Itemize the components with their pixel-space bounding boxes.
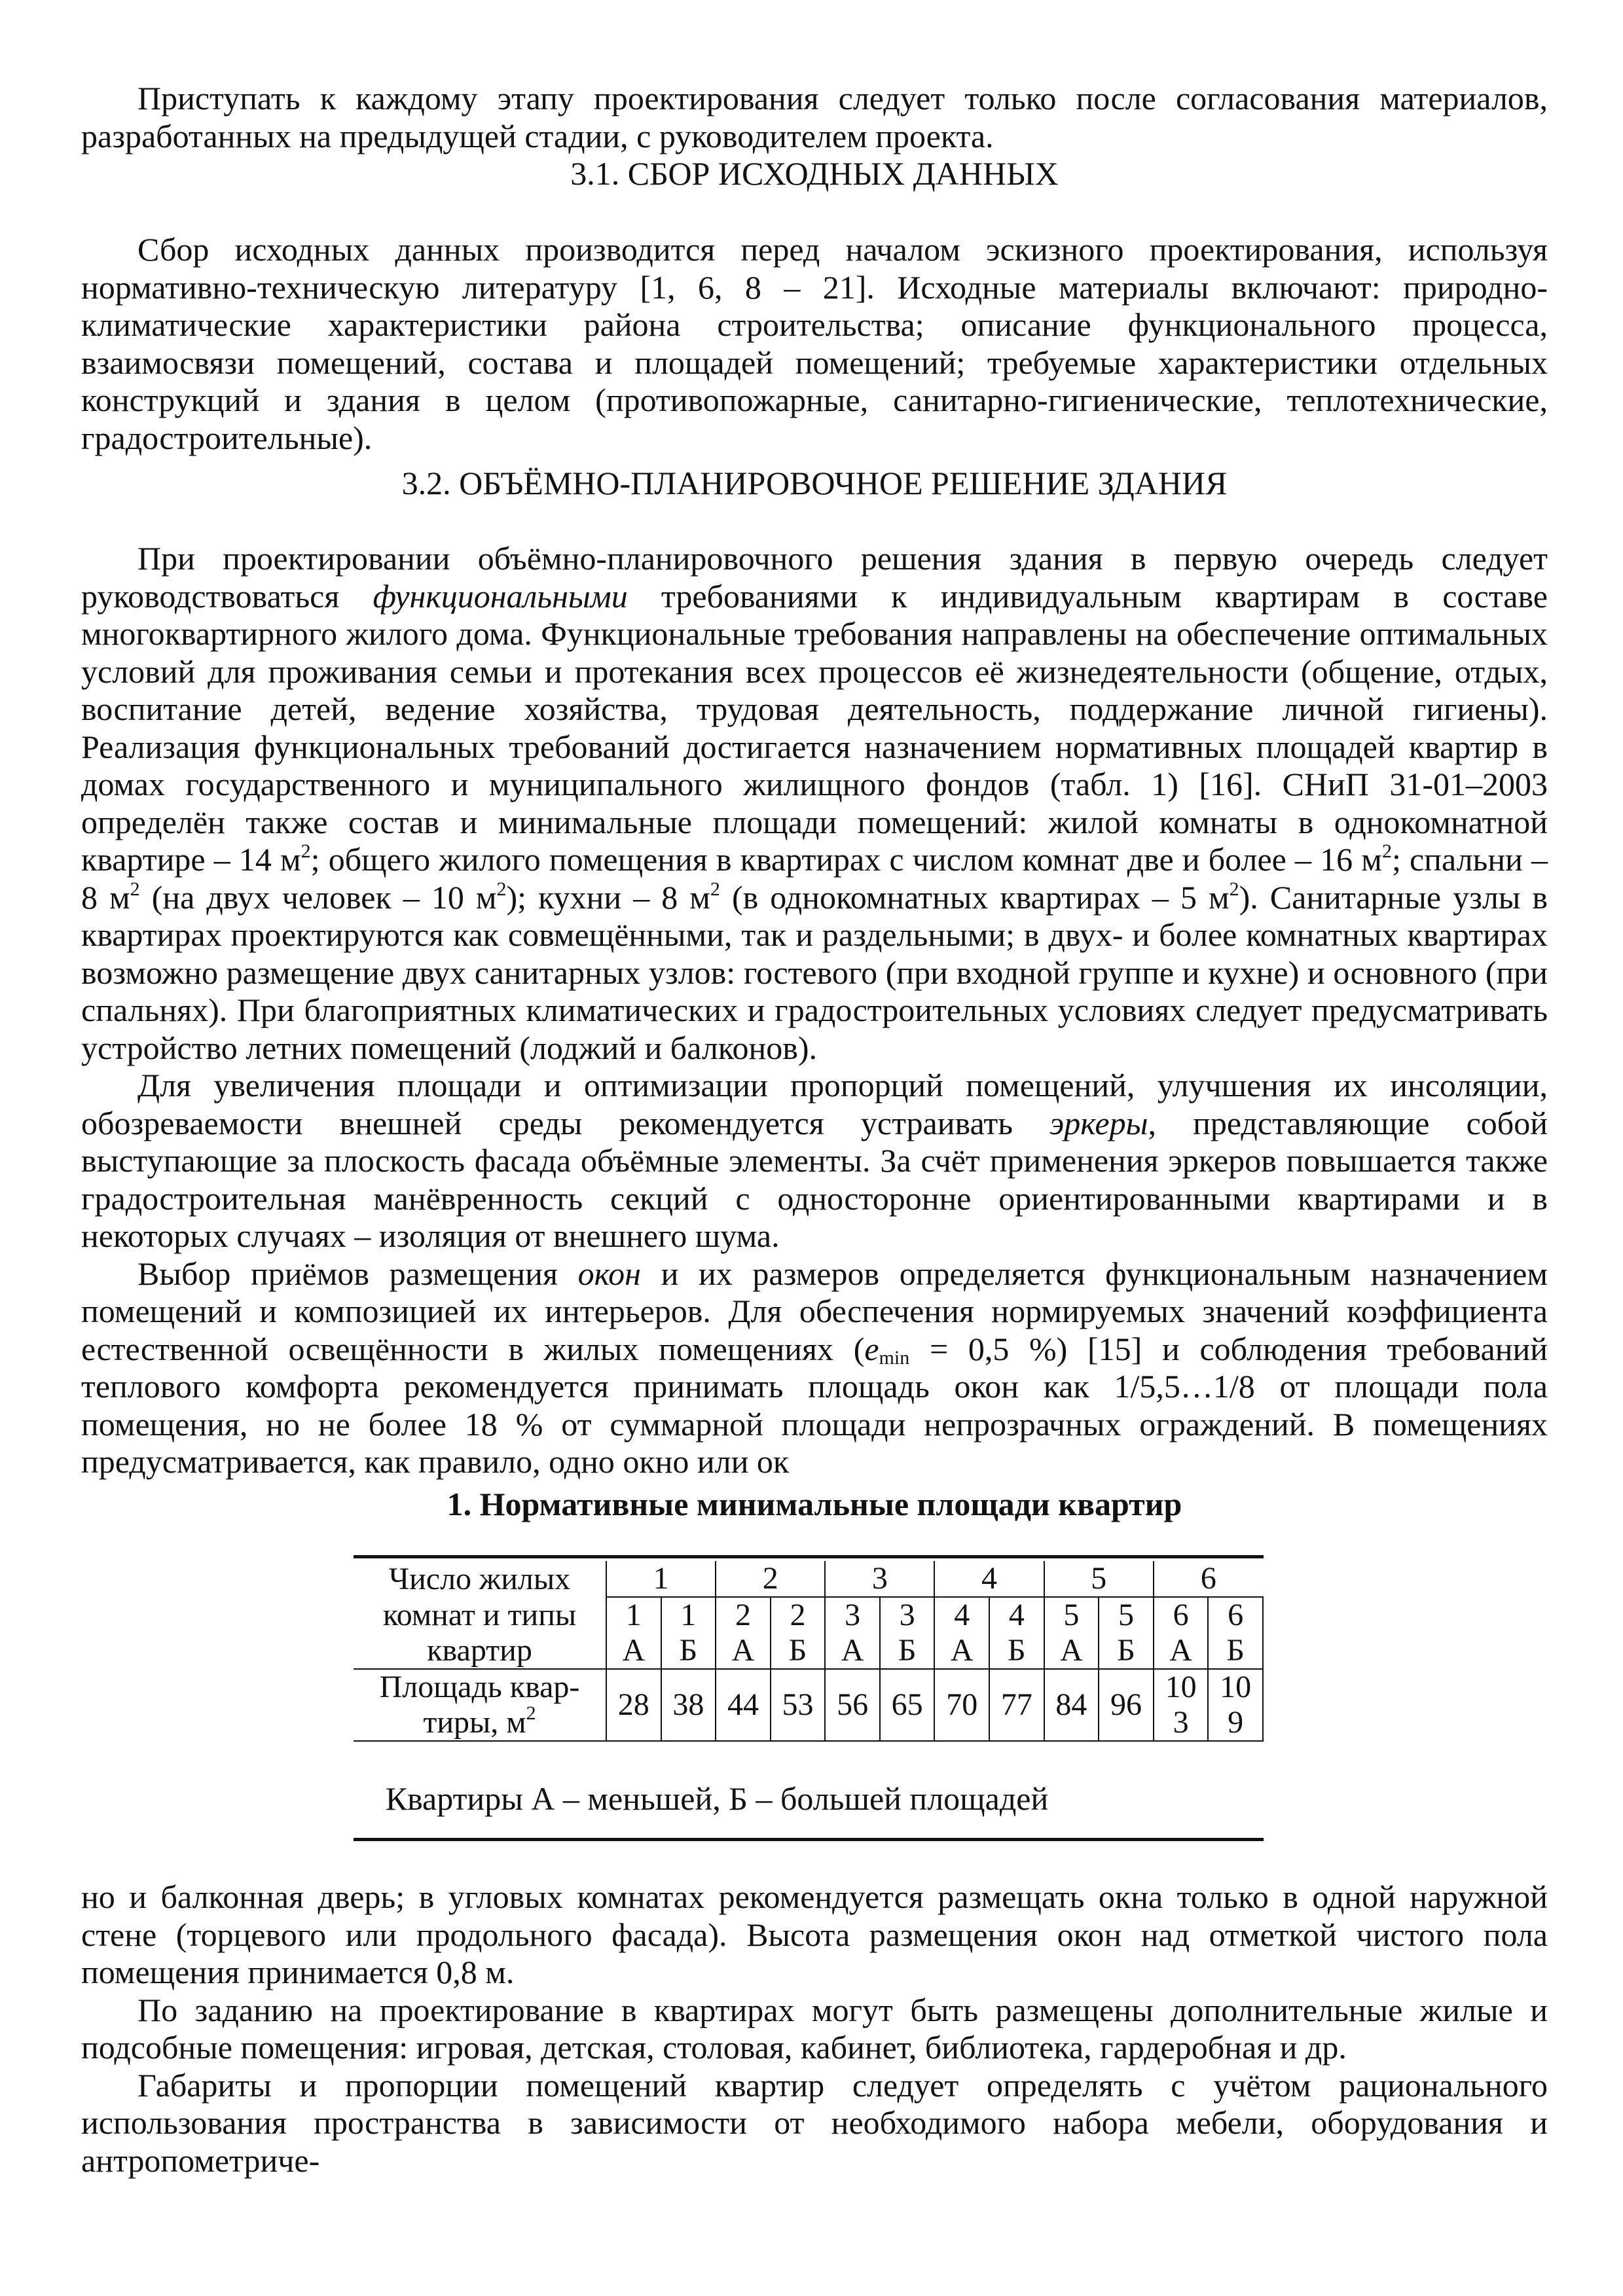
area-cell: 56 — [825, 1669, 880, 1741]
table-row — [354, 1669, 1263, 1741]
area-cell: 65 — [880, 1669, 935, 1741]
section-3-2 — [81, 465, 1548, 503]
row-header-line2: комнат и типы — [382, 1597, 577, 1632]
section-3-1-body — [81, 231, 1548, 457]
group-cell: 6 — [1154, 1561, 1263, 1597]
type-cell: Б — [661, 1633, 716, 1669]
type-cell: Б — [1099, 1633, 1154, 1669]
paragraph-functional: При проектировании объёмно-планировочного решения здания в первую очередь следует руководствоваться функциональными требованиями к индивидуальным квартирам в составе многоквартирного жилого дома. Функциональные требования направлены на обеспечение оптимальных условий для проживания семьи и протекания всех процессов её жизнедеятельности (общение, отдых, воспитание детей, ведение хозяйства, трудовая деятельность, поддержание личной гигиены). Реализация функциональных требований достигается назначением нормативных площадей квартир в домах государственного и муниципального жилищного фондов (табл. 1) [16]. СНиП 31-01–2003 определён также состав и минимальные площади помещений: жилой комнаты в однокомнатной квартире – 14 $м^2$; общего жилого помещения в квартирах с числом комнат две и более – 16 $м^2$; спальни – 8 $м^2$ (на двух человек – 10 $м^2$); кухни – 8 $м^2$ (в однокомнатных квартирах – 5 $м^2$). Санитарные узлы в квартирах проектируются как совмещёнными, так и раздельными; в двух- и более комнатных квартирах возможно размещение двух санитарных узлов: гостевого (при входной группе и кухне) и основного (при спальнях). При благоприятных климатических и градостроительных условиях следует предусматривать устройство летних помещений (лоджий и балконов). — [81, 540, 1548, 1066]
table-bottom-rule — [354, 1838, 1264, 1841]
group-cell: 4 — [934, 1561, 1044, 1597]
group-cell: 2 — [716, 1561, 825, 1597]
type-cell: Б — [989, 1633, 1044, 1669]
area-cell: 10 9 — [1208, 1669, 1263, 1741]
paragraph-windows-continued: но и балконная дверь; в угловых комнатах рекомендуется размещать окна только в одной наружной стене (торцевого или продольного фасада). Высота размещения окон над отметкой чистого пола помещения принимается 0,8 м. — [81, 1878, 1548, 1990]
area-cell: 44 — [716, 1669, 771, 1741]
table-row — [354, 1597, 1263, 1633]
section-3-1-paragraph: Сбор исходных данных производится перед началом эскизного проектирования, используя нормативно-техническую литературу [1, 6, 8 – 21]. Исходные материалы включают: природно-климатические характеристики района строительства; описание функционального процесса, взаимосвязи помещений, состава и площадей помещений; требуемые характеристики отдельных конструкций и здания в целом (противопожарные, санитарно-гигиенические, теплотехнические, градостроительные). — [81, 231, 1548, 456]
rooms-cell: 4 — [989, 1597, 1044, 1633]
row-header-line1: Число жилых — [388, 1561, 571, 1596]
rooms-cell: 5 — [1044, 1597, 1099, 1633]
after-table-text — [81, 1878, 1548, 2179]
rooms-cell: 5 — [1099, 1597, 1154, 1633]
rooms-cell: 3 — [880, 1597, 935, 1633]
group-cell: 5 — [1044, 1561, 1154, 1597]
type-cell: Б — [880, 1633, 935, 1669]
area-cell: 38 — [661, 1669, 716, 1741]
row-header-line3: квартир — [427, 1633, 532, 1668]
intro-paragraph: Приступать к каждому этапу проектирования следует только после согласования материалов, разработанных на предыдущей стадии, с руководителем проекта. — [81, 80, 1548, 154]
area-cell: 10 3 — [1154, 1669, 1209, 1741]
type-cell: Б — [1208, 1633, 1263, 1669]
emphasis-windows: окон — [577, 1255, 641, 1292]
type-cell: А — [934, 1633, 989, 1669]
table-1-block — [81, 1486, 1548, 1524]
table-caption: 1. Нормативные минимальные площади квартир — [447, 1486, 1182, 1522]
paragraph-bay-windows: Для увеличения площади и оптимизации пропорций помещений, улучшения их инсоляции, обозреваемости внешней среды рекомендуется устраивать эркеры, представляющие собой выступающие за плоскость фасада объёмные элементы. За счёт применения эркеров повышается также градостроительная манёвренность секций с односторонне ориентированными квартирами и в некоторых случаях – изоляция от внешнего шума. — [81, 1067, 1548, 1254]
paragraph-windows: Выбор приёмов размещения окон и их размеров определяется функциональным назначением помещений и композицией их интерьеров. Для обеспечения нормируемых значений коэффициента естественной освещённости в жилых помещениях ($e_{min} = 0,5$ %) [15] и соблюдения требований теплового комфорта рекомендуется принимать площадь окон как 1/5,5…1/8 от площади пола помещения, но не более 18 % от суммарной площади непрозрачных ограждений. В помещениях предусматривается, как правило, одно окно или ок — [81, 1255, 1548, 1480]
area-cell: 84 — [1044, 1669, 1099, 1741]
rooms-cell: 3 — [825, 1597, 880, 1633]
emphasis-bay-windows: эркеры — [1049, 1104, 1148, 1141]
section-3-2-body — [81, 540, 1548, 1481]
intro-block — [81, 80, 1548, 193]
emphasis-functional: функциональными — [373, 577, 628, 615]
rooms-cell: 6 — [1154, 1597, 1209, 1633]
area-cell: 70 — [934, 1669, 989, 1741]
rooms-cell: 4 — [934, 1597, 989, 1633]
table-row — [354, 1633, 1263, 1669]
area-cell: 96 — [1099, 1669, 1154, 1741]
rooms-cell: 1 — [606, 1597, 661, 1633]
table-top-rule — [354, 1555, 1264, 1558]
type-cell: Б — [771, 1633, 826, 1669]
apartment-area-table — [354, 1561, 1264, 1742]
paragraph-room-dimensions: Габариты и пропорции помещений квартир следует определять с учётом рационального использования пространства в зависимости от необходимого набора мебели, оборудования и антропометриче- — [81, 2066, 1548, 2179]
type-cell: А — [1044, 1633, 1099, 1669]
rooms-cell: 2 — [771, 1597, 826, 1633]
type-cell: А — [1154, 1633, 1209, 1669]
area-cell: 28 — [606, 1669, 661, 1741]
group-cell: 3 — [825, 1561, 934, 1597]
type-cell: А — [606, 1633, 661, 1669]
rooms-cell: 1 — [661, 1597, 716, 1633]
area-cell: 77 — [989, 1669, 1044, 1741]
paragraph-extra-rooms: По заданию на проектирование в квартирах могут быть размещены дополнительные жилые и подсобные помещения: игровая, детская, столовая, кабинет, библиотека, гардеробная и др. — [81, 1991, 1548, 2066]
type-cell: А — [716, 1633, 771, 1669]
table-row — [354, 1561, 1263, 1597]
rooms-cell: 2 — [716, 1597, 771, 1633]
type-cell: А — [825, 1633, 880, 1669]
group-cell: 1 — [606, 1561, 716, 1597]
section-3-2-title: 3.2. ОБЪЁМНО-ПЛАНИРОВОЧНОЕ РЕШЕНИЕ ЗДАНИЯ — [401, 465, 1228, 501]
table-note: Квартиры А – меньшей, Б – большей площадей — [385, 1780, 1049, 1817]
rooms-cell: 6 — [1208, 1597, 1263, 1633]
section-3-1-title: 3.1. СБОР ИСХОДНЫХ ДАННЫХ — [570, 155, 1059, 192]
row-header-area: Площадь квар- тиры, $м^2$ — [379, 1670, 580, 1740]
area-cell: 53 — [771, 1669, 826, 1741]
